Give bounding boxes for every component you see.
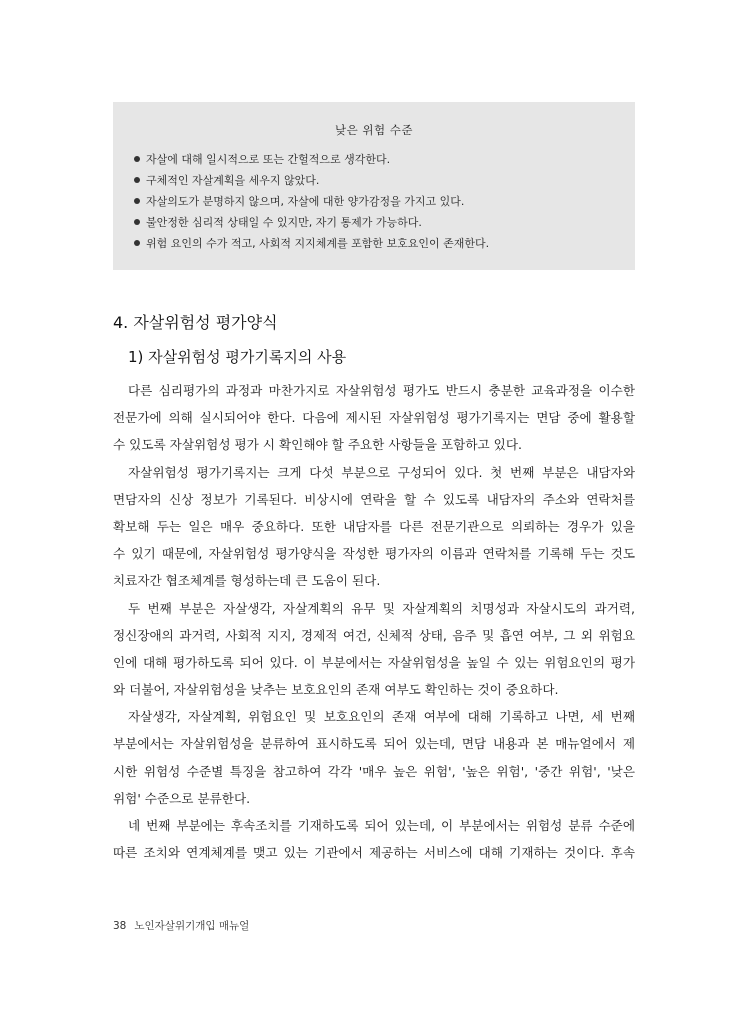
body-line: 인에 대해 평가하도록 되어 있다. 이 부분에서는 자살위험성을 높일 수 있는 위험요인의 평가 <box>113 654 635 670</box>
body-line: 부분에서는 자살위험성을 분류하여 표시하도록 되어 있는데, 면담 내용과 본 매뉴얼에서 제 <box>113 736 635 752</box>
bullet-icon <box>134 198 140 204</box>
body-line: 면담자의 신상 정보가 기록된다. 비상시에 연락을 할 수 있도록 내담자의 주소와 연락처를 <box>113 491 635 507</box>
page-footer <box>113 918 249 933</box>
footer-title: 노인자살위기개입 매뉴얼 <box>134 920 250 932</box>
body-text <box>113 377 635 866</box>
body-line: 시한 위험성 수준별 특징을 참고하여 각각 '매우 높은 위험', '높은 위험', '중간 위험', '낮은 <box>113 763 635 779</box>
info-box-list <box>113 149 635 254</box>
list-item <box>134 191 635 212</box>
list-item-text: 위험 요인의 수가 적고, 사회적 지지체계를 포함한 보호요인이 존재한다. <box>146 237 490 250</box>
list-item-text: 자살의도가 분명하지 않으며, 자살에 대한 양가감정을 가지고 있다. <box>146 195 465 208</box>
body-line: 자살위험성 평가기록지는 크게 다섯 부분으로 구성되어 있다. 첫 번째 부분은 내담자와 <box>128 464 635 480</box>
body-line: 네 번째 부분에는 후속조치를 기재하도록 되어 있는데, 이 부분에서는 위험성 분류 수준에 <box>128 818 635 833</box>
body-line: 수 있기 때문에, 자살위험성 평가양식을 작성한 평가자의 이름과 연락처를 기록해 두는 것도 <box>113 546 635 562</box>
list-item-text: 구체적인 자살계획을 세우지 않았다. <box>146 174 320 187</box>
bullet-icon <box>134 240 140 246</box>
bullet-icon <box>134 177 140 183</box>
body-line: 따른 조치와 연계체계를 맺고 있는 기관에서 제공하는 서비스에 대해 기재하는 것이다. 후속 <box>113 845 635 861</box>
bullet-icon <box>134 219 140 225</box>
body-line: 다른 심리평가의 과정과 마찬가지로 자살위험성 평가도 반드시 충분한 교육과정을 이수한 <box>128 383 635 398</box>
body-line: 전문가에 의해 실시되어야 한다. 다음에 제시된 자살위험성 평가기록지는 면담 중에 활용할 <box>113 410 635 426</box>
list-item <box>134 233 635 254</box>
body-line: 수 있도록 자살위험성 평가 시 확인해야 할 주요한 사항들을 포함하고 있다. <box>113 437 523 453</box>
low-risk-info-box <box>113 102 635 270</box>
list-item <box>134 170 635 191</box>
body-line: 확보해 두는 일은 매우 중요하다. 또한 내담자를 다른 전문기관으로 의뢰하는 경우가 있을 <box>113 518 635 534</box>
body-line: 와 더불어, 자살위험성을 낮추는 보호요인의 존재 여부도 확인하는 것이 중요하다. <box>113 682 559 698</box>
body-line: 치료자간 협조체계를 형성하는데 큰 도움이 된다. <box>113 573 381 589</box>
body-line: 자살생각, 자살계획, 위험요인 및 보호요인의 존재 여부에 대해 기록하고 나면, 세 번째 <box>128 709 635 725</box>
section-heading: 4. 자살위험성 평가양식 <box>113 313 278 332</box>
body-line: 두 번째 부분은 자살생각, 자살계획의 유무 및 자살계획의 치명성과 자살시도의 과거력, <box>128 600 635 616</box>
info-box-title: 낮은 위험 수준 <box>335 123 413 137</box>
bullet-icon <box>134 156 140 162</box>
page-number: 38 <box>113 920 127 932</box>
sub-heading: 1) 자살위험성 평가기록지의 사용 <box>128 348 347 366</box>
body-line: 정신장애의 과거력, 사회적 지지, 경제적 여건, 신체적 상태, 음주 및 흡연 여부, 그 외 위험요 <box>113 627 635 643</box>
list-item <box>134 212 635 233</box>
list-item <box>134 149 635 170</box>
list-item-text: 자살에 대해 일시적으로 또는 간헐적으로 생각한다. <box>146 153 391 166</box>
body-line: 위험' 수준으로 분류한다. <box>113 790 251 806</box>
list-item-text: 불안정한 심리적 상태일 수 있지만, 자기 통제가 가능하다. <box>146 216 422 229</box>
